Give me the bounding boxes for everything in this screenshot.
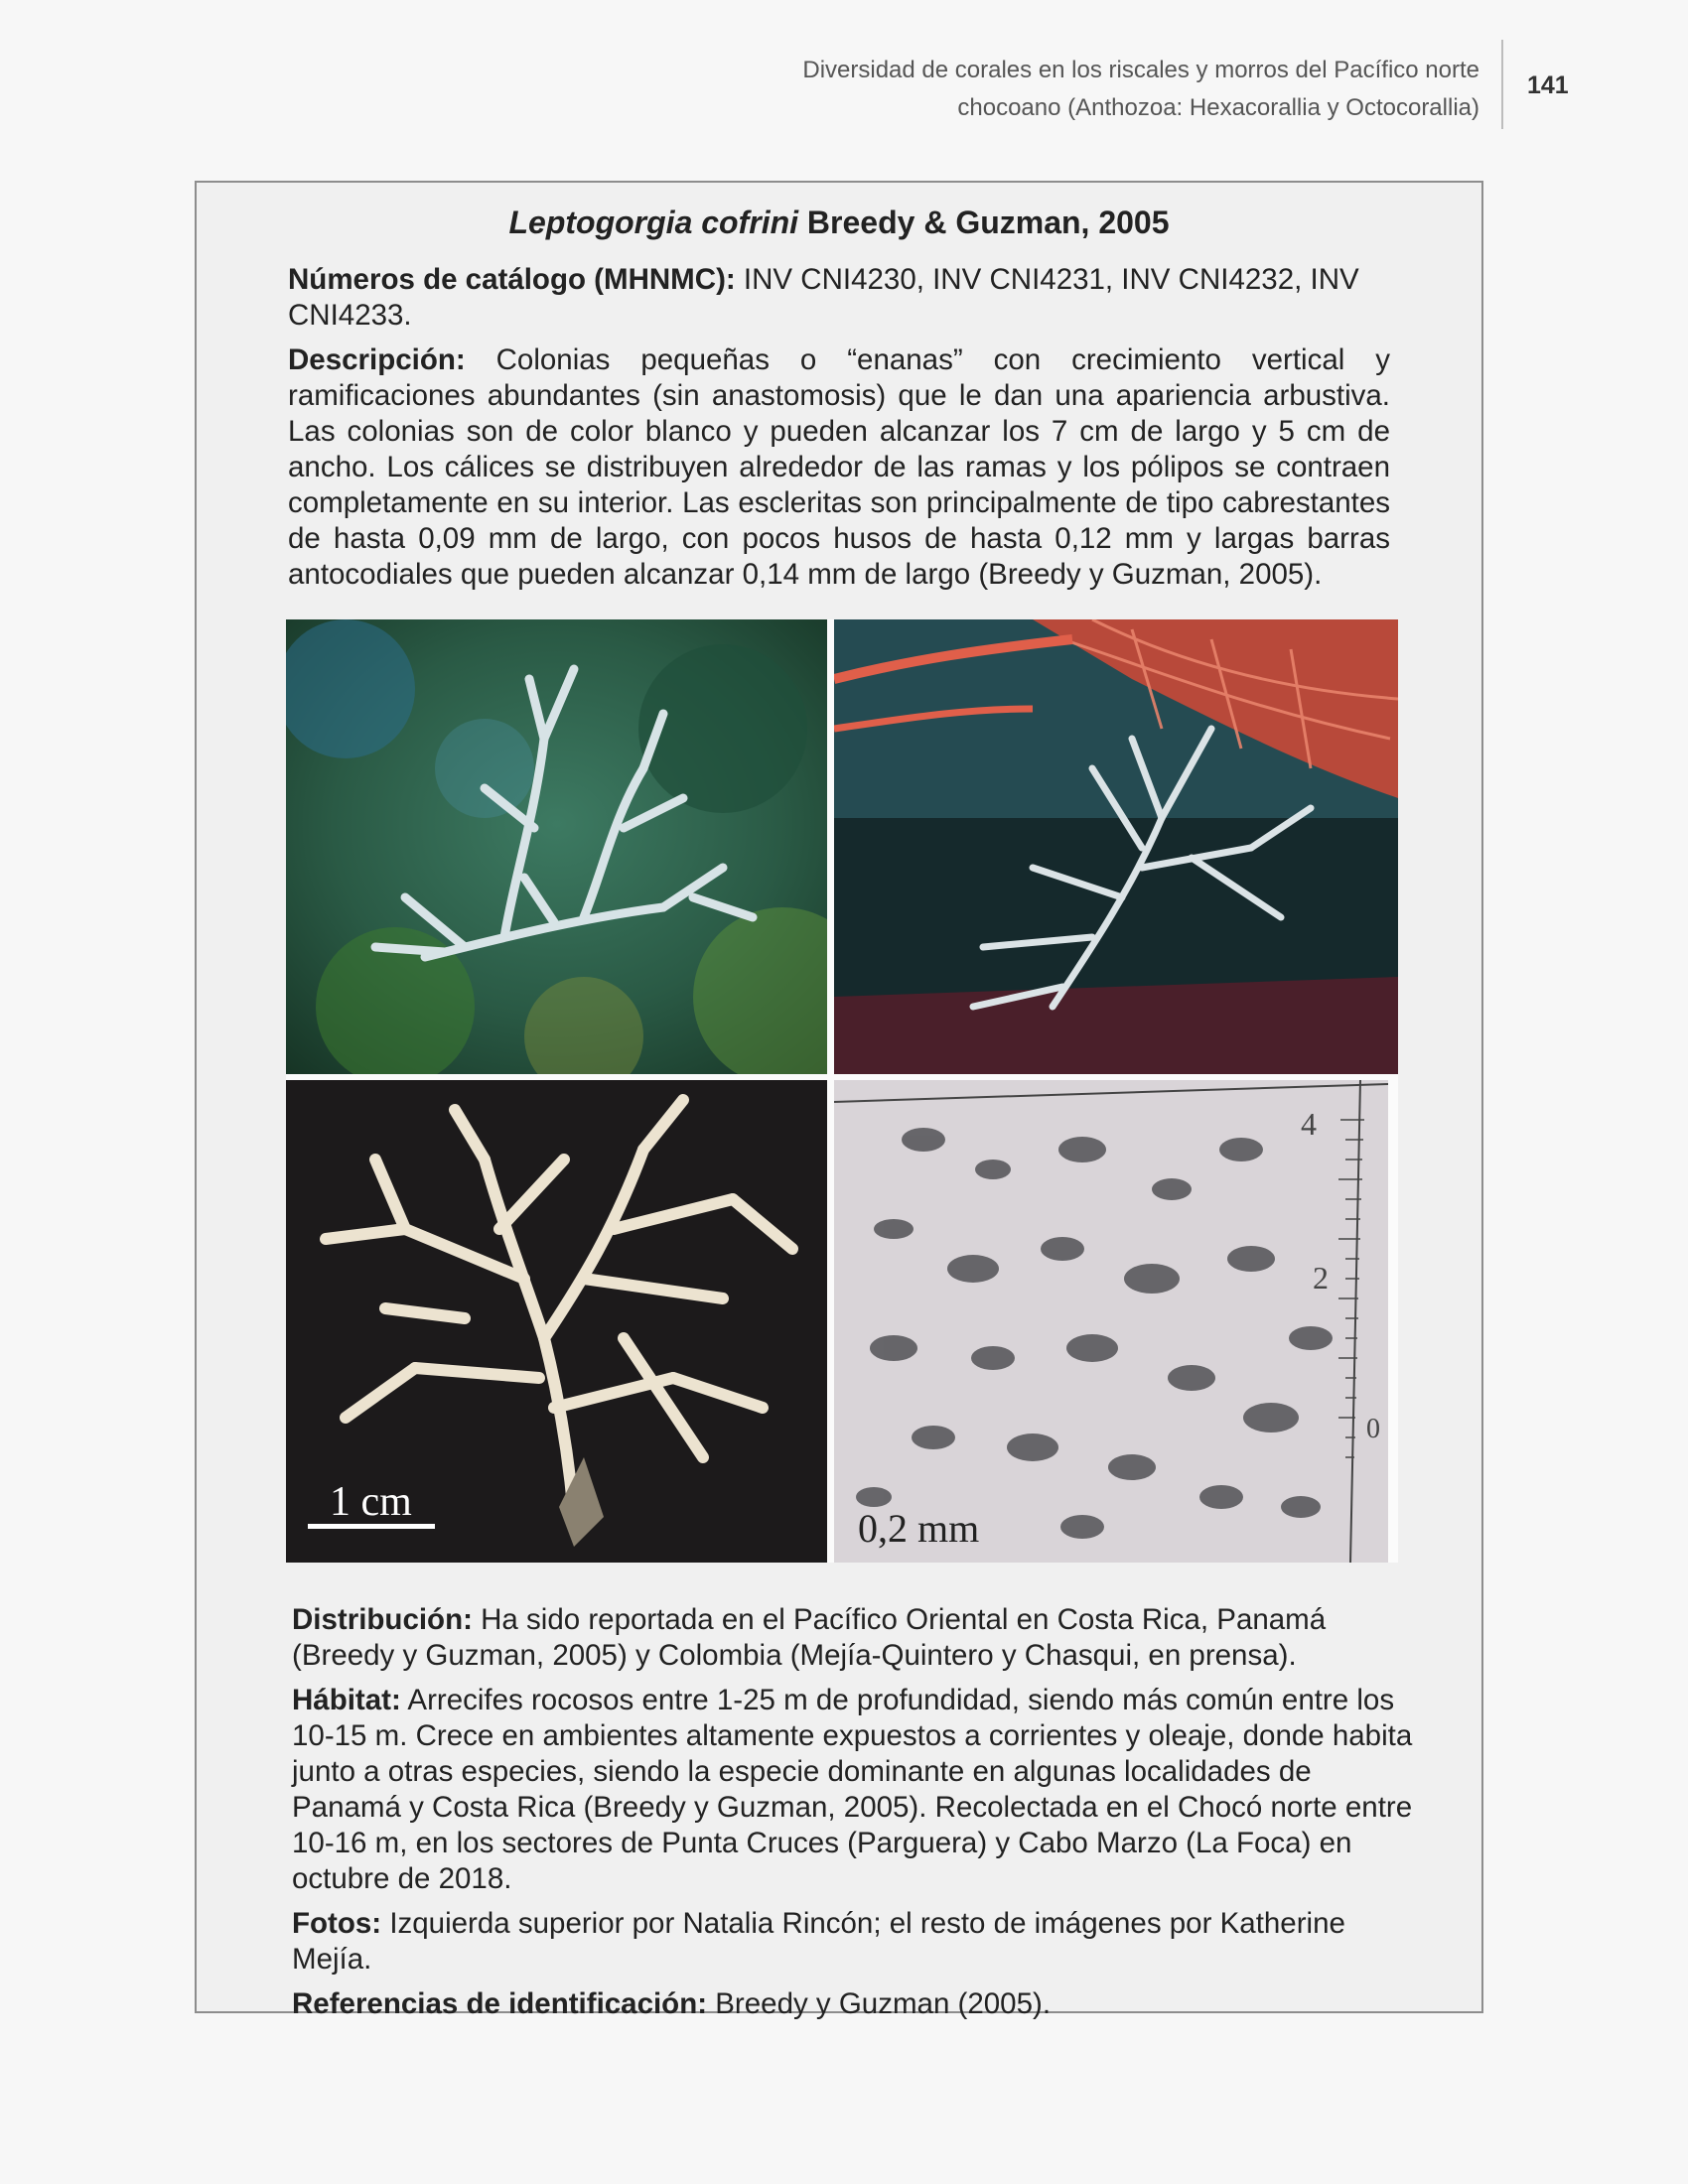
catalog-paragraph bbox=[288, 262, 1390, 334]
running-title-line-2: chocoano (Anthozoa: Hexacorallia y Octocorallia) bbox=[957, 94, 1479, 121]
references-paragraph bbox=[292, 1986, 1424, 2022]
catalog-label: Números de catálogo (MHNMC): bbox=[288, 263, 736, 296]
species-figure bbox=[286, 619, 1398, 1563]
photo-specimen-colony bbox=[286, 1080, 827, 1563]
species-name: Leptogorgia cofrini bbox=[508, 205, 799, 240]
description-label: Descripción: bbox=[288, 343, 466, 376]
habitat-paragraph bbox=[292, 1683, 1424, 1897]
species-title bbox=[197, 205, 1481, 241]
running-title bbox=[586, 52, 1479, 127]
page-number: 141 bbox=[1527, 71, 1569, 99]
ruler-label-0: 0 bbox=[1366, 1414, 1380, 1444]
scale-label-sclerites: 0,2 mm bbox=[858, 1506, 980, 1551]
photo-sclerites bbox=[834, 1080, 1388, 1563]
bottom-text-block bbox=[292, 1602, 1424, 2031]
habitat-label: Hábitat: bbox=[292, 1684, 401, 1716]
photos-label: Fotos: bbox=[292, 1907, 382, 1940]
ruler-label-4: 4 bbox=[1301, 1106, 1317, 1142]
running-title-line-1: Diversidad de corales en los riscales y morros del Pacífico norte bbox=[802, 57, 1479, 83]
catalog-text: INV CNI4230, INV CNI4231, INV CNI4232, INV CNI4233. bbox=[288, 263, 1359, 332]
species-card bbox=[195, 181, 1483, 2020]
distribution-text: Ha sido reportada en el Pacífico Oriental en Costa Rica, Panamá (Breedy y Guzman, 2005) y Colombia (Mejía-Quintero y Chasqui, en prensa). bbox=[292, 1603, 1327, 1672]
scale-label-colony: 1 cm bbox=[330, 1479, 412, 1525]
description-text: Colonias pequeñas o “enanas” con crecimiento vertical y ramificaciones abundantes (sin anastomosis) que le dan una apariencia arbustiva. Las colonias son de color blanco y pueden alcanzar los 7 cm de largo y 5 cm de ancho. Los cálices se distribuyen alrededor de las ramas y los pólipos se contraen completamente en su interior. Las escleritas son principalmente de tipo cabrestantes de hasta 0,09 mm de largo, con pocos husos de hasta 0,12 mm y largas barras antocodiales que pueden alcanzar 0,14 mm de largo (Breedy y Guzman, 2005). bbox=[288, 343, 1390, 591]
photo-underwater-left bbox=[286, 619, 827, 1074]
species-authority: Breedy & Guzman, 2005 bbox=[806, 205, 1170, 240]
ruler-label-2: 2 bbox=[1313, 1260, 1329, 1296]
photo-underwater-right bbox=[834, 619, 1398, 1074]
photos-paragraph bbox=[292, 1906, 1424, 1978]
habitat-text: Arrecifes rocosos entre 1-25 m de profundidad, siendo más común entre los 10-15 m. Crece en ambientes altamente expuestos a corrientes y oleaje, donde habita junto a otras especies, siendo la especie dominante en algunas localidades de Panamá y Costa Rica (Breedy y Guzman, 2005). Recolectada en el Chocó norte entre 10-16 m, en los sectores de Punta Cruces (Parguera) y Cabo Marzo (La Foca) en octubre de 2018. bbox=[292, 1684, 1413, 1895]
distribution-label: Distribución: bbox=[292, 1603, 473, 1636]
distribution-paragraph bbox=[292, 1602, 1424, 1674]
photos-text: Izquierda superior por Natalia Rincón; el resto de imágenes por Katherine Mejía. bbox=[292, 1907, 1345, 1976]
references-text: Breedy y Guzman (2005). bbox=[715, 1987, 1052, 2020]
header-divider bbox=[1501, 40, 1503, 129]
top-text-block bbox=[288, 262, 1390, 602]
description-paragraph bbox=[288, 342, 1390, 593]
references-label: Referencias de identificación: bbox=[292, 1987, 708, 2020]
